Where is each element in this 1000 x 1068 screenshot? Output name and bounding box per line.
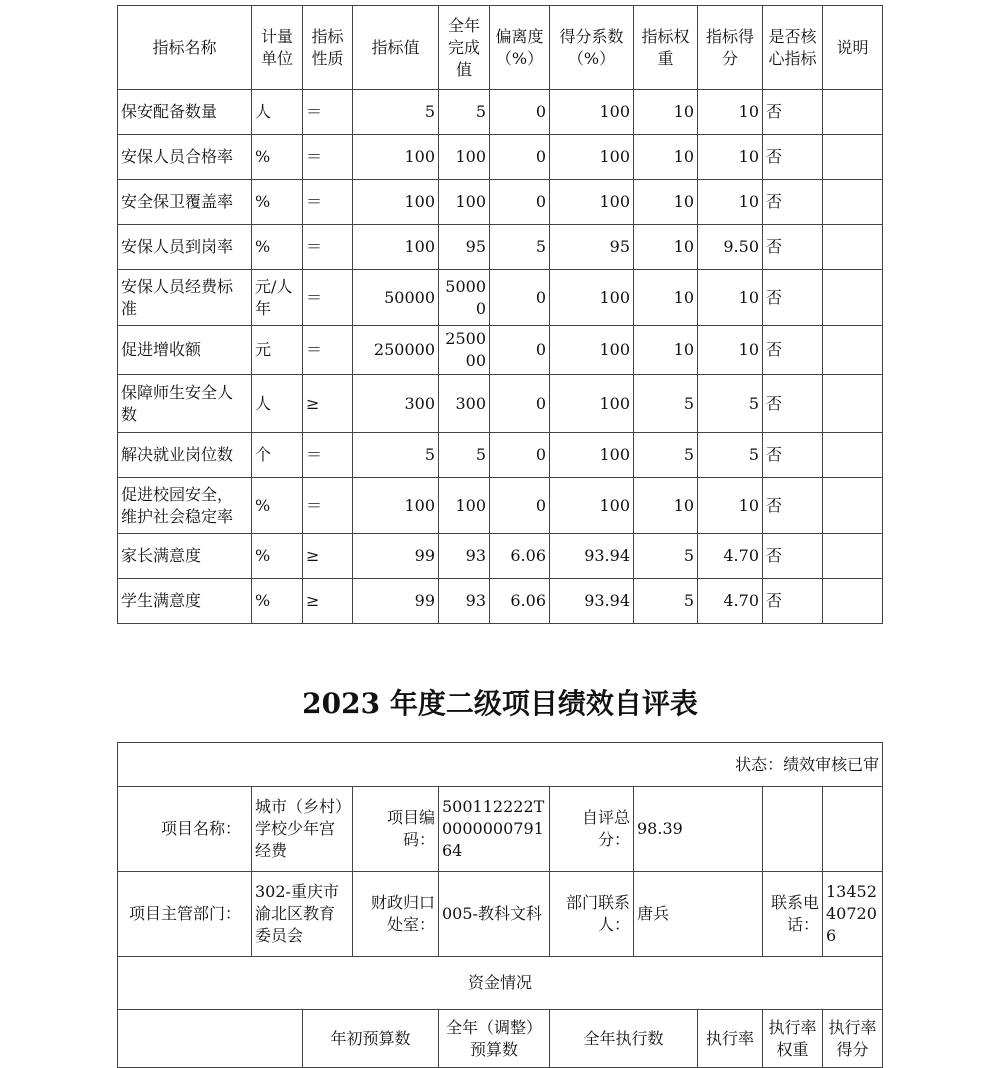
funds-col-executed: 全年执行数 xyxy=(550,1010,698,1068)
dept-label: 项目主管部门： xyxy=(118,872,252,957)
cell-nature: ≥ xyxy=(303,579,353,624)
empty-cell xyxy=(763,787,823,872)
header-note: 说明 xyxy=(823,6,883,90)
cell-weight: 10 xyxy=(634,478,698,534)
cell-indicator-name: 安保人员到岗率 xyxy=(118,225,252,270)
cell-indicator-name: 安保人员合格率 xyxy=(118,135,252,180)
cell-deviation: 0 xyxy=(490,433,550,478)
cell-core-indicator: 否 xyxy=(763,433,823,478)
cell-weight: 10 xyxy=(634,270,698,326)
header-score-coefficient: 得分系数（%） xyxy=(550,6,634,90)
header-core-indicator: 是否核心指标 xyxy=(763,6,823,90)
cell-indicator-name: 解决就业岗位数 xyxy=(118,433,252,478)
self-score-value: 98.39 xyxy=(634,787,763,872)
cell-actual-value: 93 xyxy=(439,579,490,624)
cell-indicator-name: 家长满意度 xyxy=(118,534,252,579)
cell-score-coefficient: 95 xyxy=(550,225,634,270)
cell-target-value: 100 xyxy=(353,180,439,225)
project-code-label: 项目编码： xyxy=(353,787,439,872)
funds-col-0 xyxy=(118,1010,303,1068)
funds-header: 资金情况 xyxy=(118,957,883,1010)
cell-nature: ＝ xyxy=(303,90,353,135)
cell-core-indicator: 否 xyxy=(763,90,823,135)
cell-score-coefficient: 93.94 xyxy=(550,579,634,624)
cell-deviation: 0 xyxy=(490,478,550,534)
project-name-label: 项目名称： xyxy=(118,787,252,872)
funds-col-rate: 执行率 xyxy=(698,1010,763,1068)
cell-score: 10 xyxy=(698,326,763,375)
cell-actual-value: 95 xyxy=(439,225,490,270)
cell-indicator-name: 安保人员经费标准 xyxy=(118,270,252,326)
cell-unit: 元 xyxy=(252,326,303,375)
cell-unit: 个 xyxy=(252,433,303,478)
cell-score-coefficient: 100 xyxy=(550,135,634,180)
cell-score-coefficient: 100 xyxy=(550,375,634,433)
cell-target-value: 300 xyxy=(353,375,439,433)
cell-actual-value: 50000 xyxy=(439,270,490,326)
cell-score-coefficient: 100 xyxy=(550,270,634,326)
cell-note xyxy=(823,478,883,534)
cell-score: 4.70 xyxy=(698,579,763,624)
cell-nature: ＝ xyxy=(303,433,353,478)
cell-weight: 10 xyxy=(634,135,698,180)
cell-note xyxy=(823,433,883,478)
cell-actual-value: 100 xyxy=(439,135,490,180)
cell-unit: 人 xyxy=(252,90,303,135)
cell-score: 10 xyxy=(698,478,763,534)
cell-note xyxy=(823,180,883,225)
project-name-value: 城市（乡村）学校少年宫经费 xyxy=(252,787,353,872)
cell-nature: ＝ xyxy=(303,326,353,375)
cell-deviation: 0 xyxy=(490,326,550,375)
cell-nature: ＝ xyxy=(303,180,353,225)
cell-actual-value: 5 xyxy=(439,90,490,135)
cell-score-coefficient: 100 xyxy=(550,180,634,225)
cell-target-value: 50000 xyxy=(353,270,439,326)
cell-note xyxy=(823,375,883,433)
cell-indicator-name: 保障师生安全人数 xyxy=(118,375,252,433)
table-row xyxy=(118,375,883,433)
cell-score: 10 xyxy=(698,135,763,180)
cell-actual-value: 100 xyxy=(439,478,490,534)
cell-core-indicator: 否 xyxy=(763,326,823,375)
form-title: 2023 年度二级项目绩效自评表 xyxy=(302,687,698,720)
cell-nature: ≥ xyxy=(303,375,353,433)
cell-core-indicator: 否 xyxy=(763,180,823,225)
header-deviation: 偏离度（%） xyxy=(490,6,550,90)
cell-deviation: 0 xyxy=(490,180,550,225)
table-row xyxy=(118,225,883,270)
cell-weight: 10 xyxy=(634,90,698,135)
cell-core-indicator: 否 xyxy=(763,135,823,180)
cell-unit: % xyxy=(252,478,303,534)
cell-weight: 10 xyxy=(634,326,698,375)
cell-score: 10 xyxy=(698,180,763,225)
header-indicator-name: 指标名称 xyxy=(118,6,252,90)
cell-weight: 5 xyxy=(634,433,698,478)
header-score: 指标得分 xyxy=(698,6,763,90)
funds-col-rate-weight: 执行率权重 xyxy=(763,1010,823,1068)
cell-target-value: 5 xyxy=(353,433,439,478)
header-row xyxy=(118,6,883,90)
cell-nature: ≥ xyxy=(303,534,353,579)
header-unit: 计量单位 xyxy=(252,6,303,90)
cell-note xyxy=(823,225,883,270)
cell-note xyxy=(823,579,883,624)
header-target-value: 指标值 xyxy=(353,6,439,90)
table-row xyxy=(118,270,883,326)
cell-weight: 5 xyxy=(634,579,698,624)
cell-nature: ＝ xyxy=(303,225,353,270)
cell-score-coefficient: 100 xyxy=(550,433,634,478)
cell-weight: 5 xyxy=(634,375,698,433)
cell-target-value: 5 xyxy=(353,90,439,135)
cell-indicator-name: 促进增收额 xyxy=(118,326,252,375)
table-row xyxy=(118,180,883,225)
header-actual-value: 全年完成值 xyxy=(439,6,490,90)
cell-score-coefficient: 100 xyxy=(550,90,634,135)
cell-actual-value: 93 xyxy=(439,534,490,579)
cell-score: 9.50 xyxy=(698,225,763,270)
cell-unit: % xyxy=(252,135,303,180)
phone-value: 13452407206 xyxy=(823,872,883,957)
contact-value: 唐兵 xyxy=(634,872,763,957)
cell-nature: ＝ xyxy=(303,478,353,534)
cell-actual-value: 250000 xyxy=(439,326,490,375)
cell-weight: 5 xyxy=(634,534,698,579)
indicator-table xyxy=(117,5,883,624)
table-row xyxy=(118,534,883,579)
cell-actual-value: 5 xyxy=(439,433,490,478)
cell-note xyxy=(823,534,883,579)
table-row xyxy=(118,478,883,534)
finance-office-value: 005-教科文科 xyxy=(439,872,550,957)
contact-label: 部门联系人： xyxy=(550,872,634,957)
cell-core-indicator: 否 xyxy=(763,579,823,624)
table-row xyxy=(118,135,883,180)
cell-score: 10 xyxy=(698,90,763,135)
cell-unit: 元/人年 xyxy=(252,270,303,326)
cell-deviation: 0 xyxy=(490,90,550,135)
cell-score: 10 xyxy=(698,270,763,326)
cell-target-value: 99 xyxy=(353,534,439,579)
table-row xyxy=(118,90,883,135)
cell-unit: 人 xyxy=(252,375,303,433)
table-row xyxy=(118,579,883,624)
cell-deviation: 6.06 xyxy=(490,579,550,624)
cell-note xyxy=(823,270,883,326)
cell-target-value: 100 xyxy=(353,478,439,534)
cell-deviation: 5 xyxy=(490,225,550,270)
cell-core-indicator: 否 xyxy=(763,375,823,433)
cell-deviation: 0 xyxy=(490,375,550,433)
cell-target-value: 99 xyxy=(353,579,439,624)
cell-core-indicator: 否 xyxy=(763,478,823,534)
cell-target-value: 100 xyxy=(353,225,439,270)
cell-actual-value: 300 xyxy=(439,375,490,433)
cell-core-indicator: 否 xyxy=(763,534,823,579)
cell-nature: ＝ xyxy=(303,270,353,326)
cell-nature: ＝ xyxy=(303,135,353,180)
cell-target-value: 250000 xyxy=(353,326,439,375)
cell-actual-value: 100 xyxy=(439,180,490,225)
cell-score: 5 xyxy=(698,433,763,478)
cell-target-value: 100 xyxy=(353,135,439,180)
funds-col-budget: 年初预算数 xyxy=(303,1010,439,1068)
empty-cell xyxy=(823,787,883,872)
cell-indicator-name: 学生满意度 xyxy=(118,579,252,624)
finance-office-label: 财政归口处室： xyxy=(353,872,439,957)
cell-score: 5 xyxy=(698,375,763,433)
cell-score-coefficient: 93.94 xyxy=(550,534,634,579)
cell-core-indicator: 否 xyxy=(763,225,823,270)
cell-unit: % xyxy=(252,180,303,225)
cell-note xyxy=(823,326,883,375)
status-cell: 状态：绩效审核已审 xyxy=(118,743,883,787)
cell-score-coefficient: 100 xyxy=(550,326,634,375)
cell-core-indicator: 否 xyxy=(763,270,823,326)
cell-deviation: 6.06 xyxy=(490,534,550,579)
cell-indicator-name: 促进校园安全，维护社会稳定率 xyxy=(118,478,252,534)
cell-unit: % xyxy=(252,534,303,579)
cell-unit: % xyxy=(252,225,303,270)
cell-score: 4.70 xyxy=(698,534,763,579)
cell-weight: 10 xyxy=(634,225,698,270)
cell-note xyxy=(823,135,883,180)
funds-col-adjusted: 全年（调整）预算数 xyxy=(439,1010,550,1068)
self-evaluation-form xyxy=(117,742,883,1068)
cell-indicator-name: 安全保卫覆盖率 xyxy=(118,180,252,225)
cell-note xyxy=(823,90,883,135)
header-nature: 指标性质 xyxy=(303,6,353,90)
cell-deviation: 0 xyxy=(490,270,550,326)
cell-score-coefficient: 100 xyxy=(550,478,634,534)
self-score-label: 自评总分： xyxy=(550,787,634,872)
cell-deviation: 0 xyxy=(490,135,550,180)
header-weight: 指标权重 xyxy=(634,6,698,90)
cell-weight: 10 xyxy=(634,180,698,225)
dept-value: 302-重庆市渝北区教育委员会 xyxy=(252,872,353,957)
cell-unit: % xyxy=(252,579,303,624)
project-code-value: 500112222T000000079164 xyxy=(439,787,550,872)
funds-col-rate-score: 执行率得分 xyxy=(823,1010,883,1068)
table-row xyxy=(118,433,883,478)
phone-label: 联系电话： xyxy=(763,872,823,957)
cell-indicator-name: 保安配备数量 xyxy=(118,90,252,135)
table-row xyxy=(118,326,883,375)
